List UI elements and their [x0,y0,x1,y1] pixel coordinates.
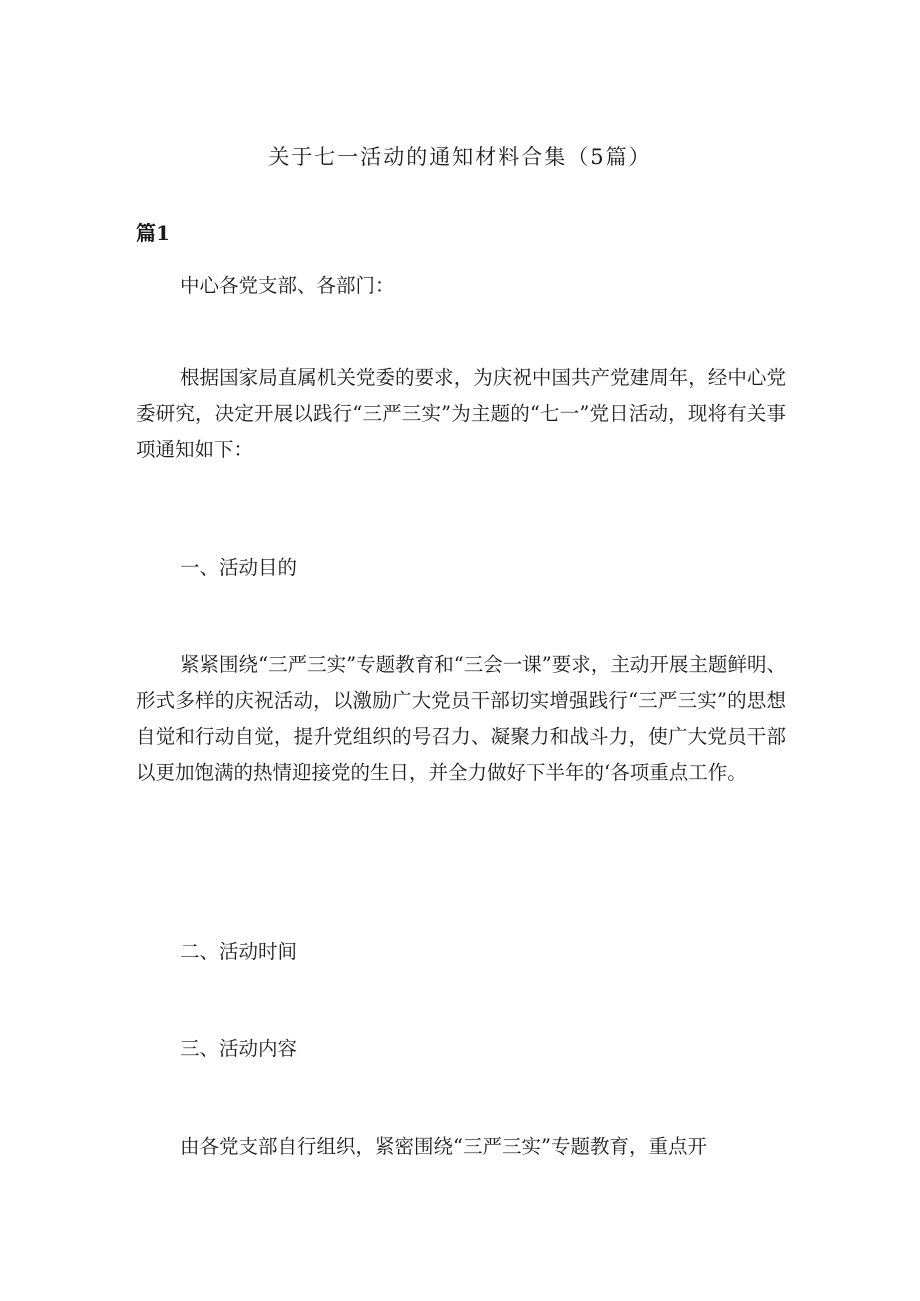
heading-purpose: 一、活动目的 [180,556,298,579]
heading-content: 三、活动内容 [180,1037,298,1060]
heading-time: 二、活动时间 [180,940,298,963]
intro-paragraph: 根据国家局直属机关党委的要求，为庆祝中国共产党建周年，经中心党委研究，决定开展以践行“三严三实”为主题的“七一”党日活动，现将有关事项通知如下： [136,366,786,461]
salutation: 中心各党支部、各部门： [180,274,395,297]
purpose-paragraph: 紧紧围绕“三严三实”专题教育和“三会一课”要求，主动开展主题鲜明、形式多样的庆祝活动，以激励广大党员干部切实增强践行“三严三实”的思想自觉和行动自觉，提升党组织的号召力、凝聚力和战斗力，使广大党员干部以更加饱满的热情迎接党的生日，并全力做好下半年的‘各项重点工作。 [136,653,786,784]
section-label: 篇1 [136,221,170,245]
document-title: 关于七一活动的通知材料合集（5篇） [268,145,652,169]
content-paragraph: 由各党支部自行组织，紧密围绕“三严三实”专题教育，重点开 [180,1135,707,1158]
